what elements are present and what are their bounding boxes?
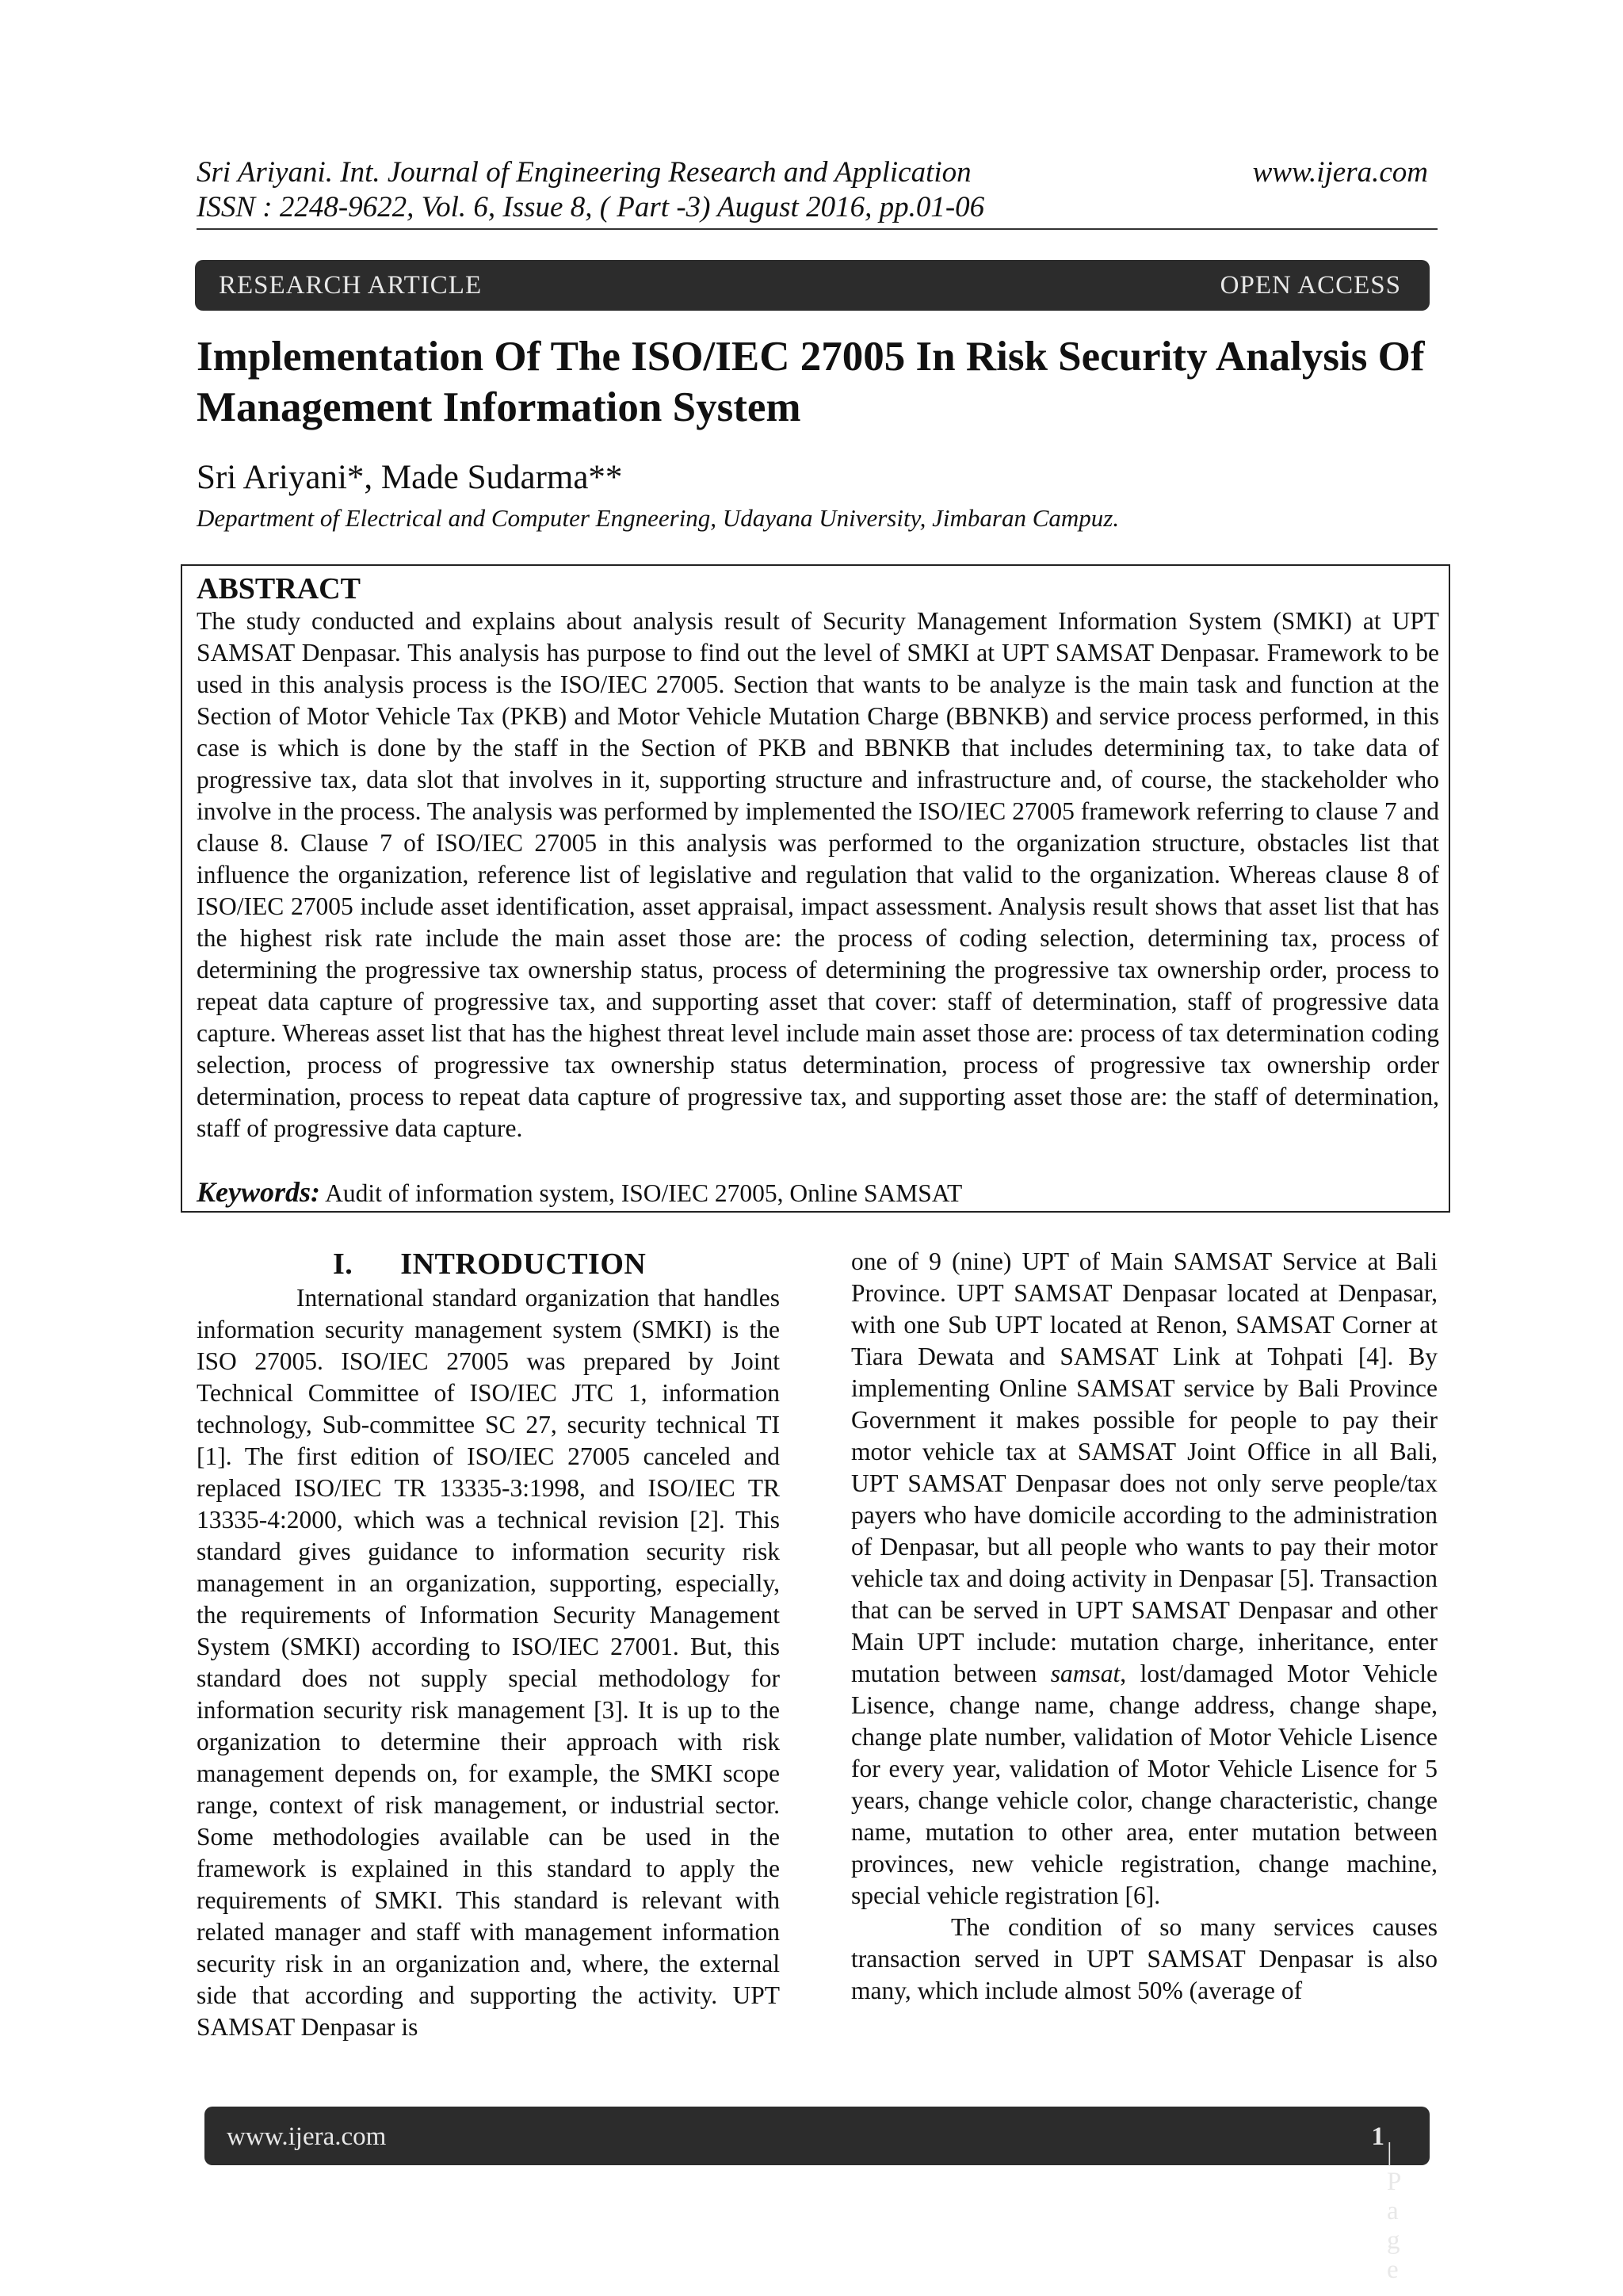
page-number-value: 1 [1371, 2122, 1387, 2151]
journal-citation: Sri Ariyani. Int. Journal of Engineering Research and Application [197, 156, 972, 189]
paper-authors: Sri Ariyani*, Made Sudarma** [197, 459, 623, 496]
page-label: | P a g e [1387, 2138, 1403, 2284]
footer-website[interactable]: www.ijera.com [227, 2122, 387, 2151]
abstract-text: The study conducted and explains about analysis result of Security Management Information System (SMKI) at UPT SAMSAT Denpasar. This analysis has purpose to find out the level of SMKI at UPT SAMSAT Denpasar. Framework to be used in this analysis process is the ISO/IEC 27005. Section that wants to be analyze is the main task and function at the Section of Motor Vehicle Tax (PKB) and Motor Vehicle Mutation Charge (BBNKB) and service process performed, in this case is which is done by the staff in the Section of PKB and BBNKB that includes determining tax, to take data of progressive tax, data slot that involves in it, supporting structure and infrastructure and, of course, the stackeholder who involve in the process. The analysis was performed by implemented the ISO/IEC 27005 framework referring to clause 7 and clause 8. Clause 7 of ISO/IEC 27005 in this analysis was performed to the organization structure, obstacles list that influence the organization, reference list of legislative and regulation that valid to the organization. Whereas clause 8 of ISO/IEC 27005 include asset identification, asset appraisal, impact assessment. Analysis result shows that asset list that has the highest risk rate include the main asset those are: the process of coding selection, determining tax, process of determining the progressive tax ownership status, process of determining the progressive tax ownership order, process to repeat data capture of progressive tax, and supporting asset that cover: staff of determination, staff of progressive data capture. Whereas asset list that has the highest threat level include main asset those are: process of tax determination coding selection, process of progressive tax ownership status determination, process of progressive tax ownership order determination, process to repeat data capture of progressive tax, and supporting asset those are: the staff of determination, staff of progressive data capture. [197, 607, 1439, 1142]
abstract-heading: ABSTRACT [197, 572, 361, 606]
page-number [1371, 2122, 1403, 2284]
keywords-line [197, 1175, 962, 1211]
intro-paragraph: The condition of so many services causes transaction served in UPT SAMSAT Denpasar is also many, which include almost 50% (average of [851, 1913, 1438, 2004]
header-divider [197, 228, 1438, 230]
keywords-text: Audit of information system, ISO/IEC 27005, Online SAMSAT [320, 1179, 963, 1207]
author-affiliation: Department of Electrical and Computer Engneering, Udayana University, Jimbaran Campuz. [197, 504, 1120, 532]
journal-website[interactable]: www.ijera.com [1252, 156, 1428, 189]
open-access-label: OPEN ACCESS [1220, 271, 1401, 300]
page-footer [204, 2107, 1430, 2284]
article-type-banner [195, 260, 1430, 311]
intro-paragraph [851, 1246, 1438, 1912]
research-article-label: RESEARCH ARTICLE [219, 271, 483, 300]
samsat-italic: samsat [1050, 1660, 1121, 1687]
intro-paragraph-part: one of 9 (nine) UPT of Main SAMSAT Service at Bali Province. UPT SAMSAT Denpasar located at Denpasar, with one Sub UPT located at Renon, SAMSAT Corner at Tiara Dewata and SAMSAT Link at Tohpati [4]. By implementing Online SAMSAT service by Bali Province Government it makes possible for people to pay their motor vehicle tax at SAMSAT Joint Office in all Bali, UPT SAMSAT Denpasar does not only serve people/tax payers who have domicile according to the administration of Denpasar, but all people who wants to pay their motor vehicle tax and doing activity in Denpasar [5]. Transaction that can be served in UPT SAMSAT Denpasar and other Main UPT include: mutation charge, inheritance, enter mutation between [851, 1247, 1438, 1687]
intro-paragraph-part: , lost/damaged Motor Vehicle Lisence, change name, change address, change shape, change plate number, validation of Motor Vehicle Lisence for every year, validation of Motor Vehicle Lisence for 5 years, change vehicle color, change characteristic, change name, mutation to other area, enter mutation between provinces, new vehicle registration, change machine, special vehicle registration [6]. [851, 1660, 1438, 1909]
introduction-right-column [851, 1246, 1438, 2007]
introduction-left-column: International standard organization that handles information security management system (SMKI) is the ISO 27005. ISO/IEC 27005 was prepared by Joint Technical Committee of ISO/IEC JTC 1, information technology, Sub-committee SC 27, security technical TI [1]. The first edition of ISO/IEC 27005 canceled and replaced ISO/IEC TR 13335-3:1998, and ISO/IEC TR 13335-4:2000, which was a technical revision [2]. This standard gives guidance to information security risk management in an organization, supporting, especially, the requirements of Information Security Management System (SMKI) according to ISO/IEC 27001. But, this standard does not supply special methodology for information security risk management [3]. It is up to the organization to determine their approach with risk management depends on, for example, the SMKI scope range, context of risk management, or industrial sector. Some methodologies available can be used in the framework is explained in this standard to apply the requirements of SMKI. This standard is relevant with related manager and staff with management information security risk in an organization and, where, the external side that according and supporting the activity. UPT SAMSAT Denpasar is [197, 1284, 780, 2041]
paper-title: Implementation Of The ISO/IEC 27005 In Risk Security Analysis Of Management Information System [197, 334, 1425, 430]
journal-issn: ISSN : 2248-9622, Vol. 6, Issue 8, ( Part -3) August 2016, pp.01-06 [197, 191, 985, 223]
introduction-heading: I. INTRODUCTION [333, 1247, 647, 1281]
keywords-label: Keywords: [197, 1176, 320, 1208]
